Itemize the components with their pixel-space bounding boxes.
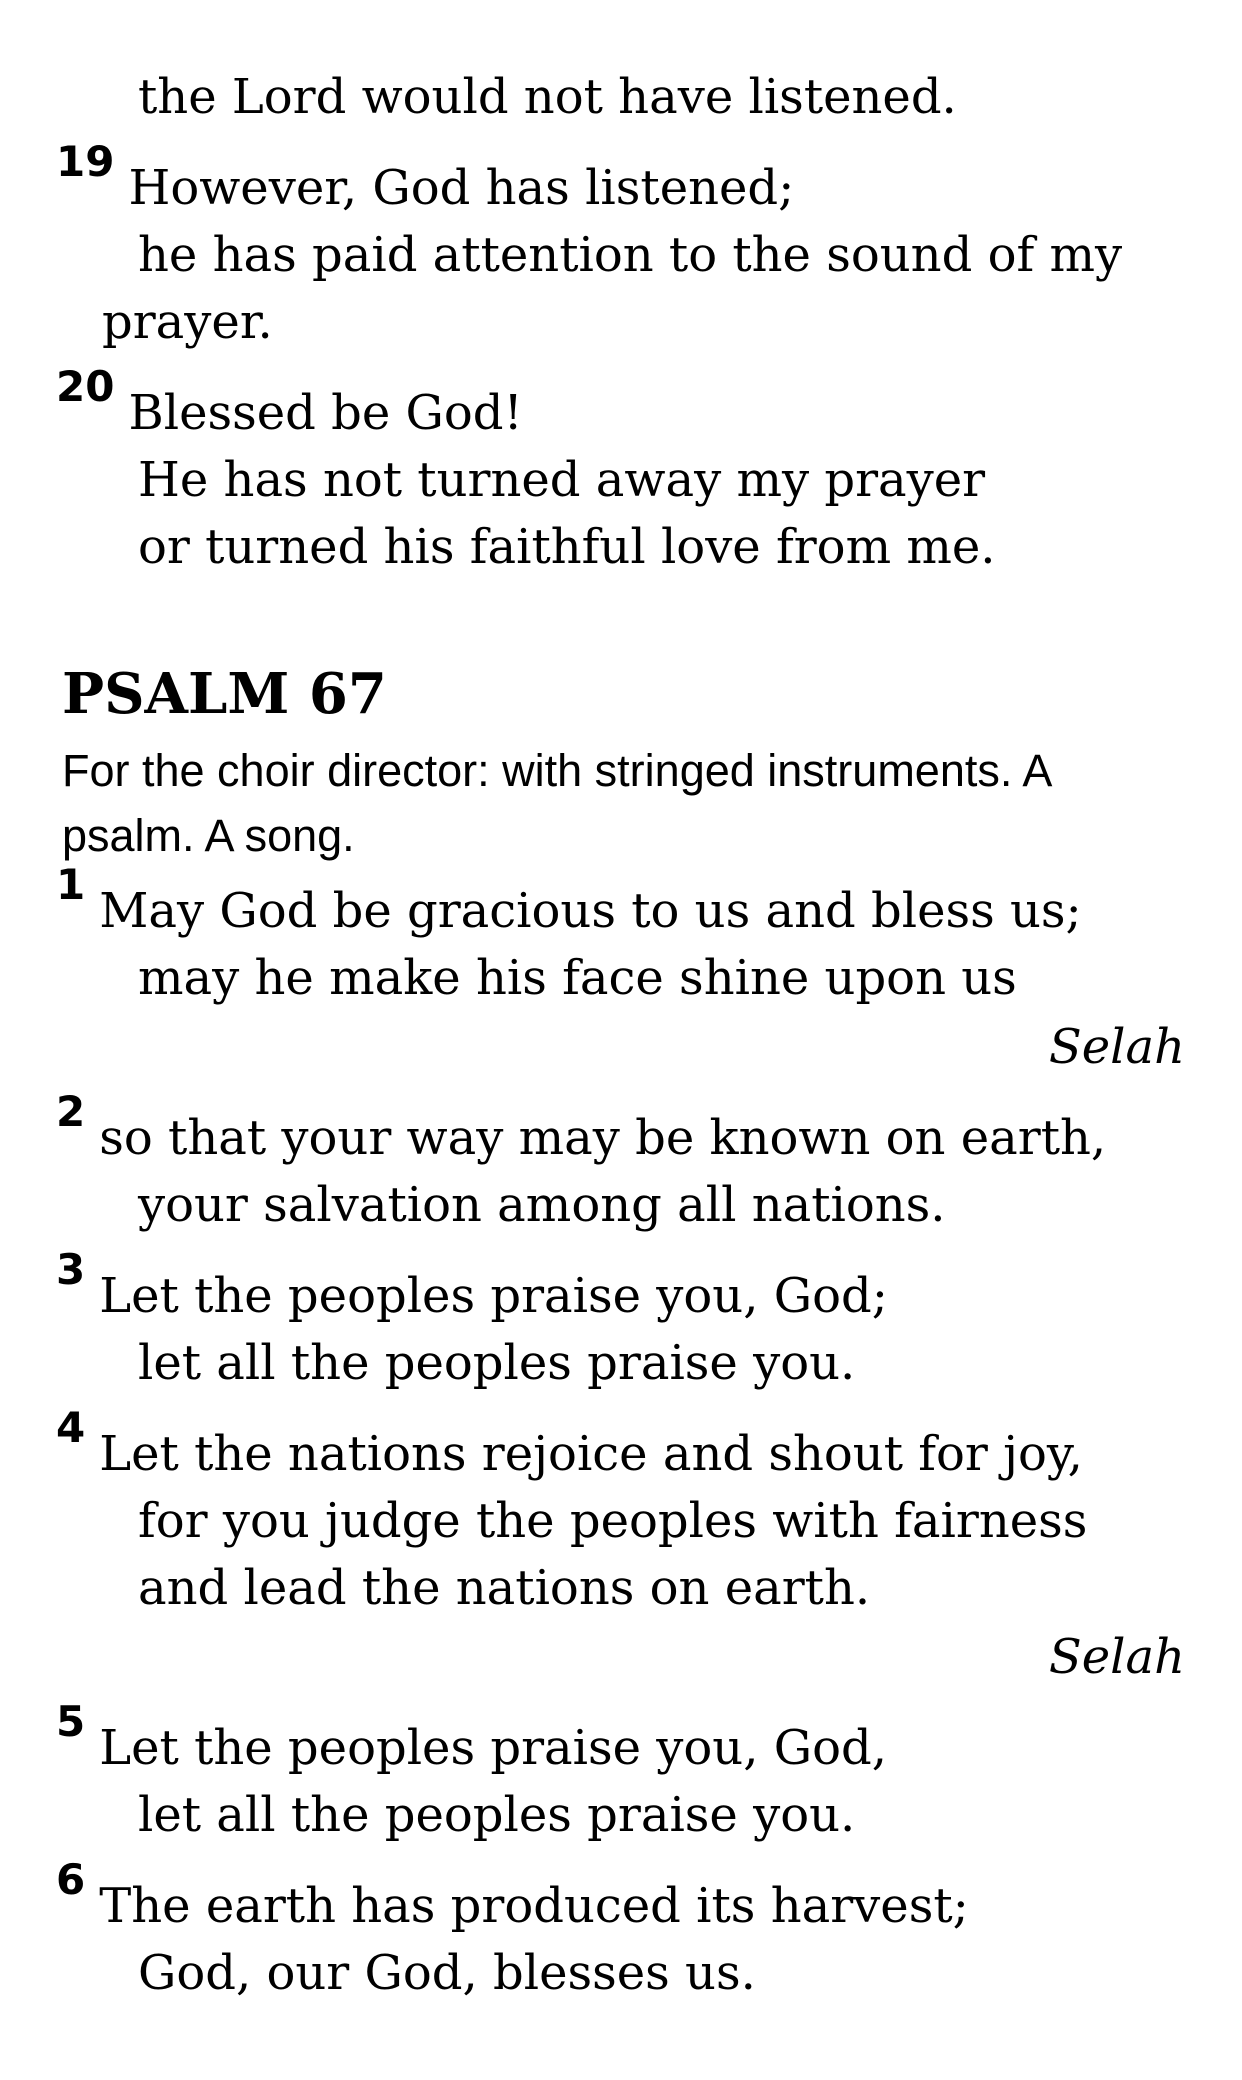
poetry-line — [56, 1087, 1185, 1172]
verse-number: 20 — [56, 362, 115, 411]
verse[interactable] — [56, 362, 1185, 581]
psalm-67-section — [56, 661, 1185, 2007]
verse-text: for you judge the peoples with fairness — [138, 1493, 1088, 1549]
verse[interactable] — [56, 1855, 1185, 2007]
verse-number: 1 — [56, 860, 86, 909]
verse[interactable] — [56, 1403, 1185, 1622]
verse[interactable] — [56, 1697, 1185, 1849]
verse-text: Let the nations rejoice and shout for joy, — [99, 1426, 1083, 1482]
poetry-line — [102, 1940, 1185, 2007]
poetry-line — [56, 362, 1185, 447]
poetry-line — [56, 1855, 1185, 1940]
verse-text: The earth has produced its harvest; — [99, 1878, 969, 1934]
verse[interactable] — [62, 64, 1185, 131]
psalm-67-verses — [56, 860, 1185, 2007]
verse-text: let all the peoples praise you. — [138, 1335, 856, 1391]
poetry-line — [102, 64, 1185, 131]
poetry-line — [102, 1172, 1185, 1239]
verse-text: so that your way may be known on earth, — [99, 1110, 1107, 1166]
verse-text: the Lord would not have listened. — [138, 69, 957, 125]
poetry-line — [102, 222, 1185, 356]
verse[interactable] — [56, 860, 1185, 1012]
verse-text: Blessed be God! — [128, 385, 523, 441]
verse-text: May God be gracious to us and bless us; — [99, 883, 1082, 939]
selah-marker — [102, 1014, 1185, 1081]
poetry-line — [102, 1555, 1185, 1622]
poetry-line — [56, 1697, 1185, 1782]
psalm-66-verses — [56, 64, 1185, 581]
selah-marker — [102, 1624, 1185, 1691]
verse-text: God, our God, blesses us. — [138, 1945, 756, 2001]
verse-text: Let the peoples praise you, God, — [99, 1720, 887, 1776]
verse-text: may he make his face shine upon us — [138, 950, 1017, 1006]
psalm-description-line: psalm. A song. — [62, 810, 355, 861]
verse-text: let all the peoples praise you. — [138, 1787, 856, 1843]
poetry-line — [102, 1782, 1185, 1849]
poetry-line — [56, 1403, 1185, 1488]
poetry-line — [56, 137, 1185, 222]
verse-text: However, God has listened; — [128, 160, 795, 216]
selah-text: Selah — [1048, 1019, 1185, 1075]
poetry-line — [56, 860, 1185, 945]
verse-text: he has paid attention to the sound of my prayer. — [102, 227, 1123, 350]
poetry-line — [102, 1330, 1185, 1397]
verse-text: your salvation among all nations. — [138, 1177, 946, 1233]
verse[interactable] — [56, 1087, 1185, 1239]
poetry-line — [56, 1245, 1185, 1330]
verse[interactable] — [56, 137, 1185, 356]
verse-number: 4 — [56, 1403, 86, 1452]
verse-number: 6 — [56, 1855, 86, 1904]
selah-text: Selah — [1048, 1629, 1185, 1685]
psalm-67-heading: PSALM 67 — [62, 661, 387, 727]
psalm-66-section — [56, 64, 1185, 581]
verse-number: 2 — [56, 1087, 86, 1136]
verse-text: Let the peoples praise you, God; — [99, 1268, 888, 1324]
poetry-line — [102, 1488, 1185, 1555]
psalm-67-description — [62, 738, 1185, 868]
poetry-line — [102, 514, 1185, 581]
verse-text: or turned his faithful love from me. — [138, 519, 996, 575]
verse-text: He has not turned away my prayer — [138, 452, 986, 508]
verse[interactable] — [56, 1245, 1185, 1397]
poetry-line — [102, 447, 1185, 514]
psalm-description-line: For the choir director: with stringed instruments. A — [62, 745, 1053, 796]
verse-number: 3 — [56, 1245, 86, 1294]
verse-text: and lead the nations on earth. — [138, 1560, 871, 1616]
poetry-line — [102, 945, 1185, 1012]
verse-number: 5 — [56, 1697, 86, 1746]
verse-number: 19 — [56, 137, 115, 186]
